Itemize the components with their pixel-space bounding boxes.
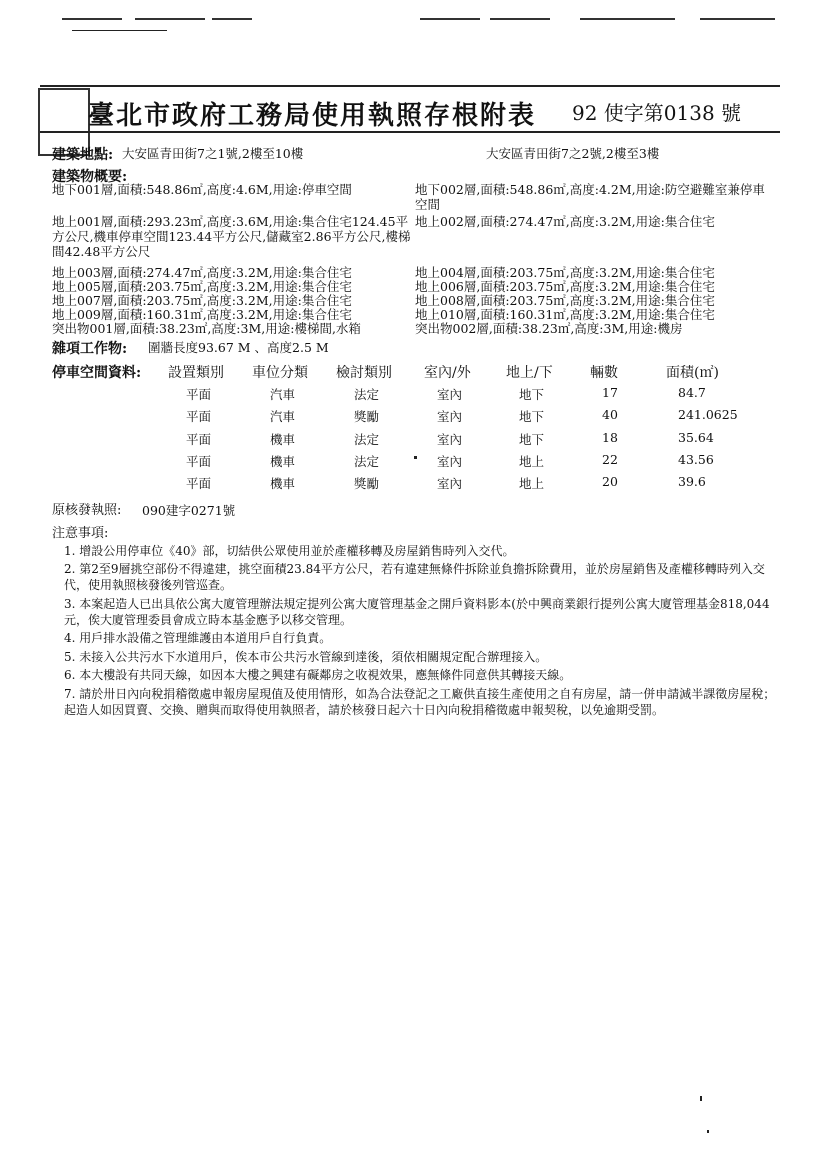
- parking-cell: 機車: [270, 476, 296, 491]
- note-item: 6. 本大樓設有共同天線，如因本大樓之興建有礙鄰房之收視效果，應無條件同意供其轉接天線。: [64, 668, 572, 682]
- page-title: 臺北市政府工務局使用執照存根附表: [88, 101, 537, 131]
- parking-cell: 室內: [437, 387, 463, 402]
- note-item: 5. 未接入公共污水下水道用戶，俟本市公共污水管線到達後，須依相關規定配合辦理接入。: [64, 650, 548, 664]
- parking-cell: 室內: [437, 454, 463, 469]
- overview-b1: 地下001層,面積:548.86㎡,高度:4.6M,用途:停車空間: [52, 182, 352, 197]
- scan-artifact: [580, 18, 675, 20]
- parking-cell: 平面: [186, 476, 212, 491]
- parking-cell: 機車: [270, 432, 296, 447]
- scan-artifact: [212, 18, 252, 20]
- note-item: 4. 用戶排水設備之管理維護由本道用戶自行負責。: [64, 631, 332, 645]
- original-permit-value: 090建字0271號: [142, 503, 236, 518]
- overview-f2: 地上002層,面積:274.47㎡,高度:3.2M,用途:集合住宅: [415, 214, 715, 229]
- parking-cell: 241.0625: [678, 407, 738, 422]
- misc-label: 雜項工作物:: [52, 341, 128, 357]
- overview-b2: 地下002層,面積:548.86㎡,高度:4.2M,用途:防空避難室兼停車空間: [415, 182, 765, 212]
- parking-cell: 獎勵: [354, 409, 380, 424]
- parking-cell: 地上: [519, 454, 545, 469]
- parking-cell: 39.6: [678, 474, 706, 489]
- parking-cell: 室內: [437, 476, 463, 491]
- parking-cell: 平面: [186, 409, 212, 424]
- overview-f1: 地上001層,面積:293.23㎡,高度:3.6M,用途:集合住宅124.45平方公尺,機車停車空間123.44平方公尺,儲藏室2.86平方公尺,樓梯間42.48平方公尺: [52, 214, 411, 259]
- note-item: 3. 本案起造人已出具依公寓大廈管理辦法規定提列公寓大廈管理基金之開戶資料影本(於中興商業銀行提列公寓大廈管理基金818,044元，俟大廈管理委員會成立時本基金應予以移交管理。: [64, 597, 770, 627]
- header-top-rule: [40, 85, 780, 87]
- scan-speck: [700, 1096, 702, 1101]
- parking-cell: 18: [602, 430, 618, 445]
- scan-artifact: [700, 18, 775, 20]
- scan-artifact: [490, 18, 550, 20]
- scan-speck: [707, 1130, 709, 1133]
- note-item: 7. 請於卅日內向稅捐稽徵處申報房屋現值及使用情形，如為合法登記之工廠供直接生產使用之自有房屋，請一併申請減半課徵房屋稅；起造人如因買賣、交換、贈與而取得使用執照者，請於核發日起六十日內向稅捐稽徵處申報契稅，以免逾期受罰。: [64, 687, 776, 717]
- note-item: 1. 增設公用停車位《40》部，切結供公眾使用並於產權移轉及房屋銷售時列入交代。: [64, 544, 515, 558]
- parking-cell: 平面: [186, 432, 212, 447]
- parking-cell: 地下: [519, 409, 545, 424]
- parking-cell: 法定: [354, 432, 380, 447]
- parking-cell: 地下: [519, 432, 545, 447]
- parking-cell: 84.7: [678, 385, 706, 400]
- parking-cell: 汽車: [270, 387, 296, 402]
- overview-floor-right: 地上006層,面積:203.75㎡,高度:3.2M,用途:集合住宅: [415, 279, 715, 294]
- overview-floor-left: 地上005層,面積:203.75㎡,高度:3.2M,用途:集合住宅: [52, 279, 352, 294]
- parking-cell: 汽車: [270, 409, 296, 424]
- parking-cell: 40: [602, 407, 618, 422]
- parking-cell: 平面: [186, 454, 212, 469]
- scan-artifact: [62, 18, 122, 20]
- scan-artifact: [135, 18, 205, 20]
- parking-cell: 法定: [354, 387, 380, 402]
- header-bottom-rule: [40, 131, 780, 133]
- parking-cell: 地下: [519, 387, 545, 402]
- scan-artifact: [72, 30, 167, 31]
- parking-cell: 平面: [186, 387, 212, 402]
- scan-artifact: [420, 18, 480, 20]
- overview-floor-right: 地上004層,面積:203.75㎡,高度:3.2M,用途:集合住宅: [415, 265, 715, 280]
- note-item: 2. 第2至9層挑空部份不得違建，挑空面積23.84平方公尺，若有違建無條件拆除並負擔拆除費用，並於房屋銷售及產權移轉時列入交代，使用執照核發後列管巡查。: [64, 562, 765, 592]
- parking-header: 設置類別: [168, 365, 224, 381]
- parking-cell: 法定: [354, 454, 380, 469]
- overview-floor-right: 地上010層,面積:160.31㎡,高度:3.2M,用途:集合住宅: [415, 307, 715, 322]
- permit-number: 92 使字第0138 號: [572, 101, 742, 125]
- parking-header: 輛數: [590, 365, 618, 381]
- parking-header: 地上/下: [506, 365, 553, 381]
- address-label: 建築地點:: [52, 147, 114, 163]
- parking-label: 停車空間資料:: [52, 365, 142, 381]
- overview-floor-right: 地上008層,面積:203.75㎡,高度:3.2M,用途:集合住宅: [415, 293, 715, 308]
- overview-floor-left: 突出物001層,面積:38.23㎡,高度:3M,用途:樓梯間,水箱: [52, 321, 361, 336]
- original-permit-label: 原核發執照:: [52, 503, 122, 518]
- misc-value: 圍牆長度93.67 M 、高度2.5 M: [148, 340, 329, 355]
- overview-floor-left: 地上009層,面積:160.31㎡,高度:3.2M,用途:集合住宅: [52, 307, 352, 322]
- parking-cell: 17: [602, 385, 618, 400]
- parking-cell: 地上: [519, 476, 545, 491]
- parking-header: 檢討類別: [336, 365, 392, 381]
- parking-cell: 43.56: [678, 452, 714, 467]
- scan-speck: [414, 456, 417, 459]
- address-left: 大安區青田街7之1號,2樓至10樓: [122, 146, 304, 161]
- parking-cell: 22: [602, 452, 618, 467]
- overview-floor-left: 地上007層,面積:203.75㎡,高度:3.2M,用途:集合住宅: [52, 293, 352, 308]
- parking-cell: 20: [602, 474, 618, 489]
- parking-header: 室內/外: [424, 365, 471, 381]
- address-right: 大安區青田街7之2號,2樓至3樓: [486, 146, 660, 161]
- parking-cell: 獎勵: [354, 476, 380, 491]
- parking-header: 面積(㎡): [666, 365, 719, 381]
- parking-cell: 機車: [270, 454, 296, 469]
- overview-floor-left: 地上003層,面積:274.47㎡,高度:3.2M,用途:集合住宅: [52, 265, 352, 280]
- parking-cell: 35.64: [678, 430, 714, 445]
- notes-label: 注意事項:: [52, 526, 109, 541]
- overview-label: 建築物概要:: [52, 169, 128, 185]
- parking-header: 車位分類: [252, 365, 308, 381]
- parking-cell: 室內: [437, 432, 463, 447]
- overview-floor-right: 突出物002層,面積:38.23㎡,高度:3M,用途:機房: [415, 321, 683, 336]
- parking-cell: 室內: [437, 409, 463, 424]
